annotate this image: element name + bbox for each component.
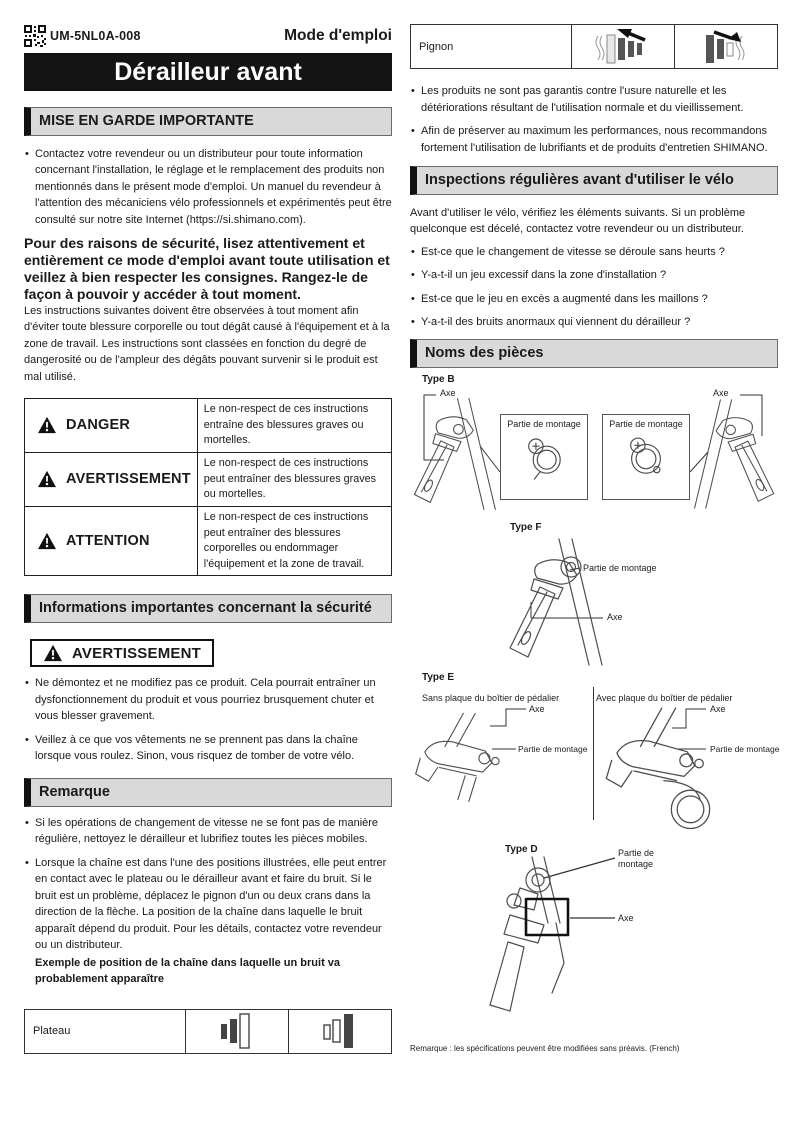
list-item [410, 267, 778, 284]
table-row [25, 399, 392, 453]
inspection-bullet-text: Est-ce que le changement de vitesse se déroule sans heurts ? [421, 245, 725, 258]
warning-triangle-icon [37, 416, 57, 434]
partie-de-montage-label: Partie de montage [710, 743, 780, 754]
general-bullet-list [410, 83, 778, 156]
inspection-bullet-text: Est-ce que le jeu en excès a augmenté dans les maillons ? [421, 292, 708, 305]
axe-label: Axe [713, 387, 729, 398]
list-item [24, 675, 392, 725]
clamp-band-drawing [619, 429, 673, 485]
partie-de-montage-label: Partie de montage [518, 743, 588, 754]
document-number: UM-5NL0A-008 [50, 29, 141, 43]
avertissement-box [30, 639, 214, 667]
list-item [24, 815, 392, 848]
inspection-intro-text: Avant d'utiliser le vélo, vérifiez les éléments suivants. Si un problème quelconque est décelé, contactez votre revendeur ou un distributeur. [410, 206, 746, 236]
sprocket-table-label: Pignon [411, 25, 572, 69]
axe-label: Axe [607, 611, 623, 622]
type-e-label: Type E [422, 671, 455, 683]
table-row [25, 1009, 392, 1053]
general-bullet-text: Les produits ne sont pas garantis contre l'usure naturelle et les détériorations résultant de l'utilisation normale et du vieillissement. [421, 85, 744, 114]
section-header-informations-importantes: Informations importantes concernant la sécurité [24, 594, 392, 623]
list-item [410, 244, 778, 261]
front-derailleur-drawing [412, 706, 522, 818]
safety-bullet-text: Veillez à ce que vos vêtements ne se prennent pas dans la chaîne lorsque vous roulez. Sinon, vous risquez de tomber de votre vélo. [35, 733, 358, 763]
hazard-label-avertissement: AVERTISSEMENT [66, 471, 191, 488]
type-e-left-caption: Sans plaque du boîtier de pédalier [422, 692, 560, 703]
document-header [24, 24, 392, 48]
partie-de-montage-label: Partie de montage [618, 847, 655, 870]
hazard-label-attention: ATTENTION [66, 533, 150, 550]
inspection-bullet-text: Y-a-t-il des bruits anormaux qui viennent du dérailleur ? [421, 316, 691, 329]
type-e-divider-line [593, 687, 594, 820]
clamp-band-drawing [517, 429, 571, 485]
front-derailleur-drawing [410, 388, 498, 520]
type-b-label: Type B [422, 373, 455, 385]
table-row [25, 452, 392, 506]
front-derailleur-drawing [602, 703, 730, 836]
list-item [410, 123, 778, 156]
chainring-position-diagram-1 [215, 1010, 259, 1052]
mounting-part-callout-box [602, 414, 690, 500]
warning-triangle-icon [43, 644, 63, 662]
qr-code-icon [24, 25, 46, 47]
hazard-levels-table [24, 398, 392, 576]
table-row [25, 506, 392, 576]
hazard-description: Le non-respect de ces instructions peut entraîner des blessures graves ou mortelles. [197, 452, 391, 506]
safety-lede-text: Pour des raisons de sécurité, lisez attentivement et entièrement ce mode d'emploi avant toute utilisation et veillez à bien respecter les consignes. Rangez-le de façon à pouvoir y accéder à tout moment. [24, 235, 390, 302]
warning-bullet-list [24, 146, 392, 229]
left-column [24, 24, 392, 1054]
safety-bullet-list [24, 675, 392, 765]
chain-noise-example-note: Exemple de position de la chaîne dans laquelle un bruit va probablement apparaître [35, 956, 341, 986]
avertissement-box-label: AVERTISSEMENT [72, 644, 202, 662]
section-header-mise-en-garde: MISE EN GARDE IMPORTANTE [24, 107, 392, 136]
document-type-label: Mode d'emploi [284, 27, 392, 44]
axe-label: Axe [710, 703, 726, 714]
table-row [411, 25, 778, 69]
axe-label: Axe [440, 387, 456, 398]
type-d-diagram [410, 844, 778, 1020]
section-header-noms-des-pieces: Noms des pièces [410, 339, 778, 368]
list-item [410, 83, 778, 116]
partie-de-montage-label: Partie de montage [609, 418, 683, 429]
hazard-description: Le non-respect de ces instructions entraîne des blessures graves ou mortelles. [197, 399, 391, 453]
warning-triangle-icon [37, 532, 57, 550]
list-item [410, 291, 778, 308]
sprocket-position-diagram-1 [587, 27, 659, 67]
list-item [24, 732, 392, 765]
front-derailleur-drawing [505, 534, 605, 670]
hazard-description: Le non-respect de ces instructions peut entraîner des blessures corporelles ou endommager l'équipement et la zone de travail. [197, 506, 391, 576]
front-derailleur-drawing [470, 854, 610, 1016]
footer-note: Remarque : les spécifications peuvent être modifiées sans préavis. (French) [410, 1043, 680, 1053]
safety-bullet-text: Ne démontez et ne modifiez pas ce produit. Cela pourrait entraîner un dysfonctionnement du produit et vous pourriez brusquement chuter et vous blesser gravement. [35, 677, 376, 723]
partie-de-montage-label: Partie de montage [583, 562, 657, 573]
section-header-remarque: Remarque [24, 778, 392, 807]
warning-bullet-text: Contactez votre revendeur ou un distributeur pour toute information concernant l'installation, le réglage et le remplacement des produits non mentionnés dans le présent mode d'emploi. Un manuel du revendeur à l'attention des mécaniciens vélo professionnels et expérimentés peut être consulté sur notre site Internet (https://si.shimano.com). [35, 147, 392, 226]
page-title: Dérailleur avant [24, 53, 392, 91]
type-d-label: Type D [505, 843, 538, 855]
chainring-table-label: Plateau [25, 1009, 186, 1053]
front-derailleur-drawing [692, 388, 778, 520]
inspection-bullet-text: Y-a-t-il un jeu excessif dans la zone d'installation ? [421, 269, 667, 282]
chainring-position-diagram-2 [318, 1010, 362, 1052]
type-f-diagram [410, 522, 778, 672]
sprocket-position-diagram-2 [690, 27, 762, 67]
type-b-diagram [410, 374, 778, 522]
axe-label: Axe [529, 703, 545, 714]
sprocket-noise-table [410, 24, 778, 69]
warning-triangle-icon [37, 470, 57, 488]
type-e-diagram [410, 672, 778, 844]
note-bullet-text: Lorsque la chaîne est dans l'une des positions illustrées, elle peut entrer en contact avec le plateau ou le dérailleur avant et faire du bruit. Si le bruit est un problème, déplacez le pignon d'un ou deux crans dans la direction de la flèche. La position de la chaîne dans laquelle le bruit apparaît dépend du produit. Pour les détails, contactez votre revendeur ou un distributeur. [35, 856, 387, 952]
list-item [24, 855, 392, 988]
axe-label: Axe [618, 912, 634, 923]
list-item [24, 146, 392, 229]
partie-de-montage-label: Partie de montage [507, 418, 581, 429]
list-item [410, 314, 778, 331]
inspection-bullet-list [410, 244, 778, 331]
mounting-part-callout-box [500, 414, 588, 500]
section-header-inspections: Inspections régulières avant d'utiliser le vélo [410, 166, 778, 195]
right-column [410, 24, 778, 1053]
general-bullet-text: Afin de préserver au maximum les performances, nous recommandons fortement l'utilisation de lubrifiants et de produits d'entretien SHIMANO. [421, 125, 768, 154]
hazard-label-danger: DANGER [66, 417, 131, 434]
note-bullet-list [24, 815, 392, 988]
type-f-label: Type F [510, 521, 542, 533]
type-e-right-caption: Avec plaque du boîtier de pédalier [596, 692, 733, 703]
instructions-intro-text: Les instructions suivantes doivent être observées à tout moment afin d'éviter toute blessure corporelle ou tout dégât causé à l'équipement et à la zone de travail. Les instructions sont classées en fonction du degré de dangerosité ou de l'ampleur des dégâts pouvant survenir si le produit est mal utilisé. [24, 304, 390, 383]
chainring-noise-table [24, 1009, 392, 1054]
note-bullet-text: Si les opérations de changement de vitesse ne se font pas de manière régulière, nettoyez le dérailleur et lubrifiez toutes les pièces mobiles. [35, 816, 379, 846]
